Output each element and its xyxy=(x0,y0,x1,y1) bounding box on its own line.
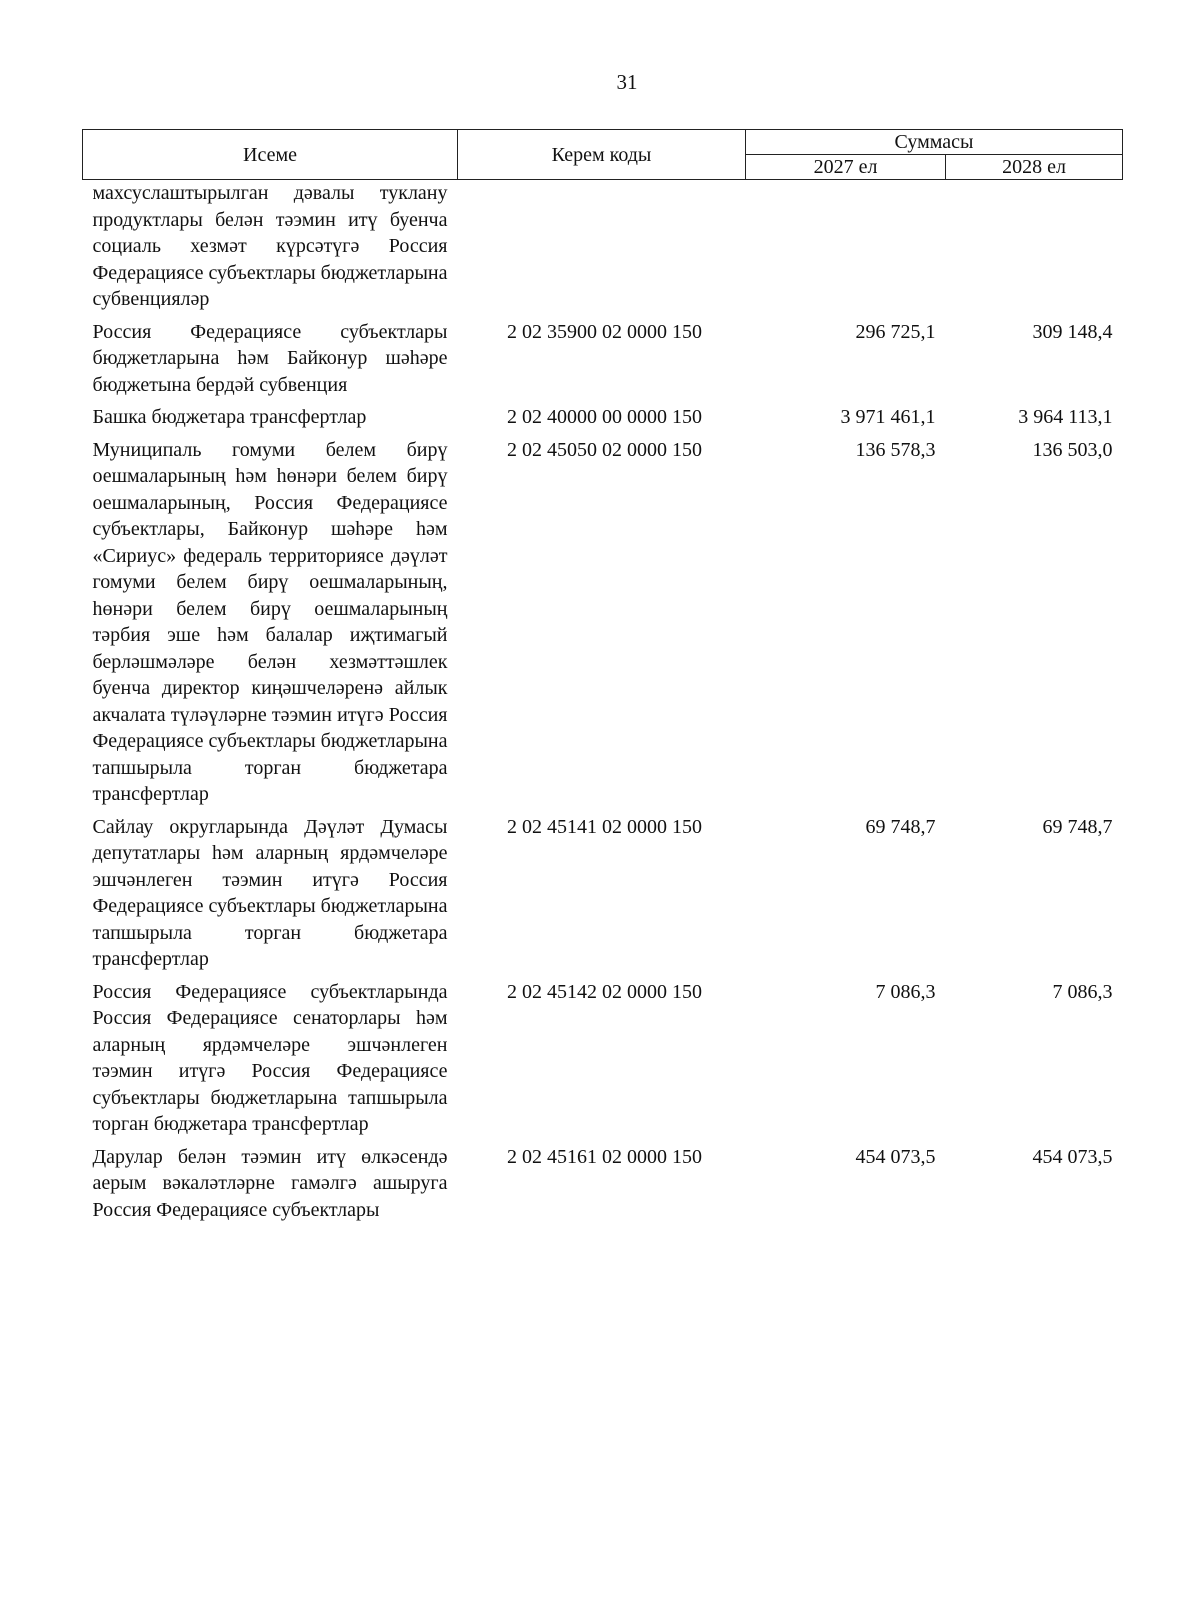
row-amount-2027 xyxy=(746,180,946,319)
row-name: Муниципаль гомуми белем бирү оешмаларының һәм һөнәри белем бирү оешмаларының, Россия Федерациясе субъектлары, Байконур шәһәре һәм «Сириус» федераль территориясе дәүләт гомуми белем бирү оешмаларының, һөнәри белем бирү оешмаларының тәрбия эше һәм балалар иҗтимагый берләшмәләре белән хезмәттәшлек буенча директор киңәшчеләренә айлык акчалата түләүләрне тәэмин итүгә Россия Федерациясе субъектлары бюджетларына тапшырыла торган бюджетара трансфертлар xyxy=(92,438,448,805)
row-amount-2028: 3 964 113,1 xyxy=(1018,406,1113,428)
header-year-2028: 2028 ел xyxy=(946,155,1123,180)
row-name: махсуслаштырылган дәвалы туклану продуктлары белән тәэмин итү буенча социаль хезмәт күрсәтүгә Россия Федерациясе субъектлары бюджетларына субвенцияләр xyxy=(92,182,448,310)
row-amount-2028: 309 148,4 xyxy=(1032,320,1113,343)
row-name: Россия Федерациясе субъектлары бюджетларына һәм Байконур шәһәре бюджетына бердәй субвенция xyxy=(92,320,448,396)
table-row xyxy=(83,437,1123,814)
table-body xyxy=(83,180,1123,1230)
row-name: Сайлау округларында Дәүләт Думасы депутатлары һәм аларның ярдәмчеләре эшчәнлеген тәэмин итүгә Россия Федерациясе субъектлары бюджетларына тапшырыла торган бюджетара трансфертлар xyxy=(92,815,448,970)
row-amount-2027: 3 971 461,1 xyxy=(840,406,936,428)
header-name: Исеме xyxy=(83,130,458,180)
table-header xyxy=(83,130,1123,180)
row-amount-2028: 7 086,3 xyxy=(1052,980,1113,1003)
row-amount-2028: 136 503,0 xyxy=(1032,438,1113,461)
row-code: 2 02 45050 02 0000 150 xyxy=(507,438,702,461)
table-row xyxy=(83,1144,1123,1230)
header-code: Керем коды xyxy=(458,130,746,180)
row-code xyxy=(458,180,746,319)
table-row xyxy=(83,814,1123,979)
table-row xyxy=(83,180,1123,319)
row-name: Башка бюджетара трансфертлар xyxy=(92,406,367,428)
page-number: 31 xyxy=(616,70,638,94)
table-row xyxy=(83,404,1123,437)
header-sum: Суммасы xyxy=(746,130,1123,155)
row-amount-2027: 136 578,3 xyxy=(855,438,936,461)
row-name: Дарулар белән тәэмин итү өлкәсендә аерым вәкаләтләрне гамәлгә ашыруга Россия Федерациясе субъектлары xyxy=(92,1145,448,1221)
row-code: 2 02 45161 02 0000 150 xyxy=(507,1145,702,1168)
table-row xyxy=(83,319,1123,405)
row-amount-2028 xyxy=(946,180,1123,319)
header-year-2027: 2027 ел xyxy=(746,155,946,180)
row-amount-2028: 69 748,7 xyxy=(1042,815,1113,838)
row-amount-2027: 296 725,1 xyxy=(855,320,936,343)
row-amount-2027: 69 748,7 xyxy=(865,815,936,838)
row-code: 2 02 35900 02 0000 150 xyxy=(507,320,702,343)
row-amount-2028: 454 073,5 xyxy=(1032,1145,1113,1168)
budget-table xyxy=(82,129,1123,1229)
table-row xyxy=(83,979,1123,1144)
row-code: 2 02 40000 00 0000 150 xyxy=(507,406,702,428)
row-code: 2 02 45142 02 0000 150 xyxy=(507,980,702,1003)
row-amount-2027: 454 073,5 xyxy=(855,1145,936,1168)
row-amount-2027: 7 086,3 xyxy=(875,980,936,1003)
row-code: 2 02 45141 02 0000 150 xyxy=(507,815,702,838)
row-name: Россия Федерациясе субъектларында Россия Федерациясе сенаторлары һәм аларның ярдәмчеләре эшчәнлеген тәэмин итүгә Россия Федерациясе субъектлары бюджетларына тапшырыла торган бюджетара трансфертлар xyxy=(92,980,448,1135)
